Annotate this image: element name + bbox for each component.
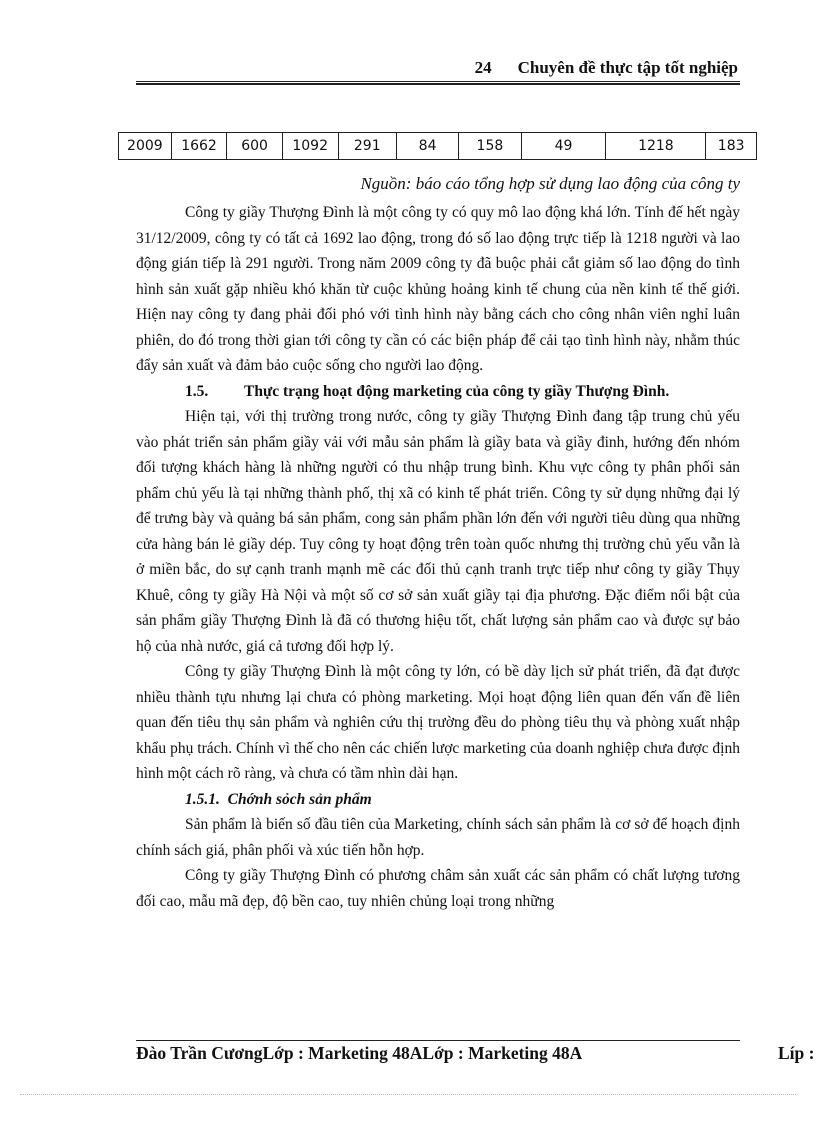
table-cell: 600 [227, 133, 283, 160]
table-cell: 1218 [606, 133, 706, 160]
table-cell: 49 [521, 133, 606, 160]
section-title: Thực trạng hoạt động marketing của công ty giầy Thượng Đình. [244, 382, 670, 400]
table-cell: 84 [396, 133, 458, 160]
paragraph: Sản phẩm là biến số đầu tiên của Marketing, chính sách sản phẩm là cơ sở để hoạch định chính sách giá, phân phối và xúc tiến hỗn hợp. [136, 816, 740, 859]
paragraph: Hiện tại, với thị trường trong nước, công ty giầy Thượng Đình đang tập trung chủ yếu vào phát triển sản phẩm giầy vải với mẫu sản phẩm là giầy bata và giầy đinh, hướng đến nhóm đối tượng khách hàng là những người có thu nhập trung bình. Khu vực công ty phân phối sản phẩm chủ yếu là tại những thành phố, thị xã có kinh tế phát triển. Công ty sử dụng những đại lý để trưng bày và quảng bá sản phẩm, cong sản phẩm phần lớn đến với người tiêu dùng qua những cửa hàng bán lẻ giầy dép. Tuy công ty hoạt động trên toàn quốc nhưng thị trường chủ yếu vẫn là ở miền bắc, do sự cạnh tranh mạnh mẽ các đối thủ cạnh tranh trực tiếp như công ty giầy Thụy Khuê, công ty giầy Hà Nội và một số cơ sở sản xuất giầy tại địa phương. Đặc điểm nổi bật của sản phẩm giầy Thượng Đình là đã có thương hiệu tốt, chất lượng sản phẩm cao và được sự bảo hộ của nhà nước, giá cả tương đối hợp lý. [136, 408, 740, 655]
table-cell: 1092 [282, 133, 338, 160]
page-header [0, 58, 738, 82]
labor-data-table [118, 132, 757, 160]
page-bottom-border [20, 1094, 796, 1095]
page-number: 24 [474, 58, 492, 77]
table-row [119, 133, 757, 160]
header-title: Chuyên đề thực tập tốt nghiệp [517, 58, 738, 77]
subsection-number: 1.5.1. [185, 790, 220, 808]
table-cell: 183 [706, 133, 757, 160]
subsection-title: Chớnh sỏch sản phẩm [227, 790, 372, 808]
body-text [136, 200, 740, 914]
paragraph: Công ty giầy Thượng Đình là một công ty lớn, có bề dày lịch sử phát triển, đã đạt được nhiều thành tựu nhưng lại chưa có phòng marketing. Mọi hoạt động liên quan đến vấn đề liên quan đến tiêu thụ sản phẩm và nghiên cứu thị trường đều do phòng tiêu thụ và phòng xuất nhập khẩu phụ trách. Chính vì thế cho nên các chiến lược marketing của doanh nghiệp chưa được định hình một cách rõ ràng, và chưa có tầm nhìn dài hạn. [136, 663, 740, 782]
header-rule-thick [136, 83, 740, 85]
table-cell: 1662 [171, 133, 227, 160]
header-rule-thin [136, 81, 740, 82]
section-number: 1.5. [185, 382, 209, 400]
table-cell: 158 [459, 133, 521, 160]
footer-rule [136, 1040, 740, 1041]
section-heading [136, 379, 740, 405]
page-footer: Đào Trần CươngLớp : Marketing 48ALớp : Marketing 48A [136, 1043, 583, 1063]
table-cell: 291 [338, 133, 396, 160]
table-cell: 2009 [119, 133, 172, 160]
footer-overflow-text: Líp : [778, 1043, 815, 1063]
subsection-heading [136, 787, 740, 813]
paragraph: Công ty giầy Thượng Đình là một công ty có quy mô lao động khá lớn. Tính đế hết ngày 31/12/2009, công ty có tất cả 1692 lao động, trong đó số lao động trực tiếp là 1218 người và lao động gián tiếp là 291 người. Trong năm 2009 công ty đã buộc phải cắt giảm số lao động do tình hình sản xuất gặp nhiều khó khăn từ cuộc khủng hoảng kinh tế chung của nền kinh tế thế giới. Hiện nay công ty đang phải đối phó với tình hình này bằng cách cho công nhân viên nghỉ luân phiên, do đó trong thời gian tới công ty cần có các biện pháp để cải tạo tình hình này, nhằm thúc đẩy sản xuất và đảm bảo cuộc sống cho người lao động. [136, 204, 740, 374]
paragraph: Công ty giầy Thượng Đình có phương châm sản xuất các sản phẩm có chất lượng tương đối cao, mẫu mã đẹp, độ bền cao, tuy nhiên chủng loại trong những [136, 867, 740, 910]
table-source-note: Nguồn: báo cáo tổng hợp sử dụng lao động của công ty [360, 174, 740, 193]
